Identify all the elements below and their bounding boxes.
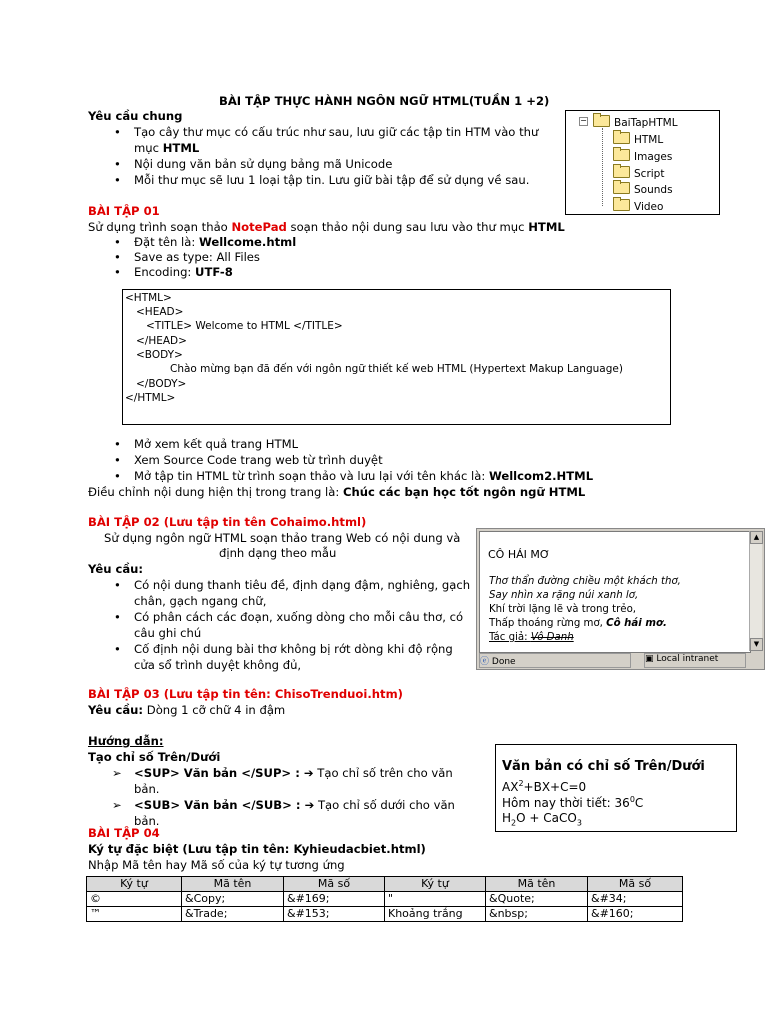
bullet-icon: • xyxy=(114,173,121,187)
tree-item: Script xyxy=(613,166,664,180)
ex2-heading: BÀI TẬP 02 (Lưu tập tin tên Cohaimo.html) xyxy=(88,515,367,529)
poem-line: Khí trời lặng lẽ và trong trẻo, xyxy=(489,604,637,615)
folder-icon xyxy=(613,166,630,178)
list-item: ➢ <SUP> Văn bản </SUP> : ➔ Tạo chỉ số trên cho văn bản. xyxy=(112,766,453,796)
poem-author: Tác giả: Vô Danh xyxy=(489,632,574,643)
list-item: • Có phân cách các đoạn, xuống dòng cho mỗi câu thơ, có câu ghi chú xyxy=(114,610,464,640)
tree-root: BaiTapHTML xyxy=(593,115,678,129)
folder-icon xyxy=(593,115,610,127)
list-item-text: Tạo cây thư mục có cấu trúc như sau, lưu giữ các tập tin HTM vào thư xyxy=(134,125,539,139)
table-row xyxy=(87,892,683,907)
code-line: Chào mừng bạn đã đến với ngôn ngữ thiết kế web HTML (Hypertext Makup Language) xyxy=(170,363,623,375)
list-item xyxy=(114,124,544,156)
ex2-req-label: Yêu cầu: xyxy=(88,562,144,576)
bullet-icon: • xyxy=(114,265,121,279)
list-item: ➢ <SUB> Văn bản </SUB> : ➔ Tạo chỉ số dưới cho văn bản. xyxy=(112,798,455,828)
table-header: Mã tên xyxy=(486,877,588,892)
bullet-icon: • xyxy=(114,157,121,171)
list-item: • Cố định nội dung bài thơ không bị rớt dòng khi độ rộng cửa sổ trình duyệt không đủ, xyxy=(114,642,453,672)
code-box xyxy=(122,289,671,425)
ex2-intro: Sử dụng ngôn ngữ HTML soạn thảo trang Web có nội dung và xyxy=(104,531,461,545)
table-header: Ký tự xyxy=(385,877,486,892)
page-title: BÀI TẬP THỰC HÀNH NGÔN NGỮ HTML(TUẦN 1 +2) xyxy=(219,94,550,108)
list-item: • Save as type: All Files xyxy=(114,250,260,264)
code-line: <TITLE> Welcome to HTML </TITLE> xyxy=(146,320,343,332)
ex3-heading: BÀI TẬP 03 (Lưu tập tin tên: ChisoTrenduoi.htm) xyxy=(88,687,403,701)
list-item-text: Mỗi thư mục sẽ lưu 1 loại tập tin. Lưu giữ bài tập để sử dụng về sau. xyxy=(134,173,530,187)
table-cell: &#34; xyxy=(588,892,683,907)
general-heading: Yêu cầu chung xyxy=(88,109,183,123)
table-cell: &#153; xyxy=(284,907,385,922)
poem-line: Thấp thoáng rừng mơ, Cô hái mơ. xyxy=(489,618,667,629)
list-item xyxy=(114,172,530,188)
bullet-icon: • xyxy=(114,453,121,467)
list-item: • Encoding: UTF-8 xyxy=(114,265,233,279)
bullet-icon: • xyxy=(114,610,121,624)
code-line: </BODY> xyxy=(136,378,187,390)
folder-icon xyxy=(613,182,630,194)
ex2-intro: định dạng theo mẫu xyxy=(219,546,337,560)
sample-line: $H_2O$ + CaCO$_3$ xyxy=(502,811,582,828)
ex4-sub: Ký tự đặc biệt (Lưu tập tin tên: Kyhieudacbiet.html) xyxy=(88,842,426,856)
status-bar xyxy=(479,653,761,667)
poem-line: Say nhìn xa rặng núi xanh lơ, xyxy=(489,590,639,601)
ex3-guide: Hướng dẫn: xyxy=(88,734,164,748)
ie-icon: ⓔ xyxy=(480,657,490,667)
table-header: Mã số xyxy=(284,877,385,892)
table-header-row xyxy=(87,877,683,892)
table-cell: " xyxy=(385,892,486,907)
ex1-heading: BÀI TẬP 01 xyxy=(88,204,160,218)
ex3-sub-heading: Tạo chỉ số Trên/Dưới xyxy=(88,750,221,764)
ex3-req: Yêu cầu: Dòng 1 cỡ chữ 4 in đậm xyxy=(88,703,286,717)
folder-icon xyxy=(613,199,630,211)
status-done: ⓔ Done xyxy=(479,653,631,668)
scroll-up-icon[interactable]: ▲ xyxy=(750,531,763,544)
tree-item: Images xyxy=(613,149,672,163)
tree-item: Video xyxy=(613,199,663,213)
table-cell: &Quote; xyxy=(486,892,588,907)
list-item: • Xem Source Code trang web từ trình duyệt xyxy=(114,453,383,467)
browser-content xyxy=(479,531,751,653)
arrowhead-icon: ➢ xyxy=(112,798,122,812)
table-header: Ký tự xyxy=(87,877,182,892)
ex1-adjust: Điều chỉnh nội dung hiện thị trong trang là: Chúc các bạn học tốt ngôn ngữ HTML xyxy=(88,485,586,499)
table-header: Mã tên xyxy=(182,877,284,892)
table-row xyxy=(87,907,683,922)
code-line: <HTML> xyxy=(125,292,172,304)
table-cell: &nbsp; xyxy=(486,907,588,922)
status-zone: ▣ Local intranet xyxy=(644,653,746,668)
bullet-icon: • xyxy=(114,437,121,451)
list-item-text: Nội dung văn bản sử dụng bảng mã Unicode xyxy=(134,157,393,171)
bullet-icon: • xyxy=(114,250,121,264)
folder-tree xyxy=(565,110,720,215)
ex1-intro: Sử dụng trình soạn thảo NotePad soạn thảo nội dung sau lưu vào thư mục HTML xyxy=(88,220,565,234)
bullet-icon: • xyxy=(114,235,121,249)
table-cell: © xyxy=(87,892,182,907)
table-header: Mã số xyxy=(588,877,683,892)
ex4-heading: BÀI TẬP 04 xyxy=(88,826,160,840)
arrowhead-icon: ➢ xyxy=(112,766,122,780)
scrollbar[interactable] xyxy=(749,531,762,651)
table-cell: &#169; xyxy=(284,892,385,907)
table-cell: &#160; xyxy=(588,907,683,922)
folder-icon xyxy=(613,149,630,161)
code-line: <BODY> xyxy=(136,349,183,361)
intranet-icon: ▣ xyxy=(645,654,654,664)
poem-title: CÔ HÁI MƠ xyxy=(488,548,550,561)
poem-line: Thơ thẩn đường chiều một khách thơ, xyxy=(489,576,681,587)
table-cell: Khoảng trắng xyxy=(385,907,486,922)
ex4-intro: Nhập Mã tên hay Mã số của ký tự tương ứng xyxy=(88,858,345,872)
sample-line: $AX^2+BX+C=0$ xyxy=(502,779,587,794)
special-char-table xyxy=(86,876,683,922)
tree-item: HTML xyxy=(613,132,663,146)
list-item-text: mục HTML xyxy=(134,141,200,155)
table-cell: &Trade; xyxy=(182,907,284,922)
bullet-icon: • xyxy=(114,578,121,592)
code-line: <HEAD> xyxy=(136,306,184,318)
folder-icon xyxy=(613,132,630,144)
bullet-icon: • xyxy=(114,642,121,656)
tree-item: Sounds xyxy=(613,182,673,196)
sup-sub-sample xyxy=(495,744,737,832)
bullet-icon: • xyxy=(114,125,121,139)
code-line: </HEAD> xyxy=(136,335,187,347)
table-cell: &Copy; xyxy=(182,892,284,907)
list-item: • Đặt tên là: Wellcome.html xyxy=(114,235,297,249)
sample-title: Văn bản có chỉ số Trên/Dưới xyxy=(502,759,705,774)
table-cell: ™ xyxy=(87,907,182,922)
list-item xyxy=(114,156,393,172)
list-item: • Mở tập tin HTML từ trình soạn thảo và lưu lại với tên khác là: Wellcom2.HTML xyxy=(114,469,594,483)
bullet-icon: • xyxy=(114,469,121,483)
scroll-down-icon[interactable]: ▼ xyxy=(750,638,763,651)
collapse-icon: − xyxy=(580,116,587,125)
browser-preview xyxy=(476,528,765,670)
code-line: </HTML> xyxy=(125,392,176,404)
list-item: • Mở xem kết quả trang HTML xyxy=(114,437,299,451)
list-item: • Có nội dung thanh tiêu đề, định dạng đậm, nghiêng, gạch chân, gạch ngang chữ, xyxy=(114,578,471,608)
sample-line: Hôm nay thời tiết: $36^0C$ xyxy=(502,795,644,810)
